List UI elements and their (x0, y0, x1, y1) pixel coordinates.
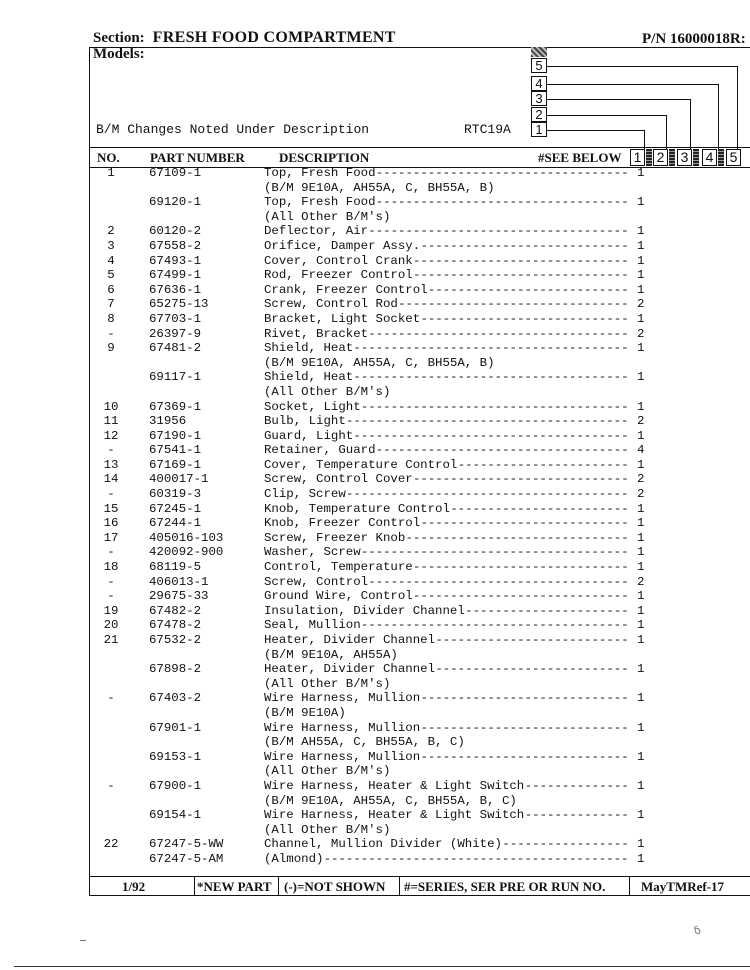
quantity: 4 (637, 443, 645, 458)
quantity: 1 (637, 516, 645, 531)
dot-leader: -------------- (524, 778, 629, 793)
table-row (0, 531, 750, 546)
part-number: 420092-900 (149, 545, 224, 560)
table-row (0, 575, 750, 590)
quantity: 1 (637, 603, 645, 618)
footer-new-part: *NEW PART (197, 879, 272, 894)
part-description: (All Other B/M's) (264, 822, 391, 837)
quantity: 1 (637, 282, 645, 297)
part-description: (B/M 9E10A, AH55A) (264, 647, 398, 662)
scan-mark (80, 940, 86, 941)
quantity: 1 (637, 370, 645, 385)
part-description: Heater, Divider Channel (264, 662, 436, 677)
scan-scribble: ẟ (691, 924, 704, 938)
section-label: Section: (93, 30, 145, 46)
dot-leader: ------------------------------ (405, 530, 629, 545)
dot-leader: ---------------------------------- (375, 166, 629, 180)
part-description: Crank, Freezer Control (264, 282, 428, 297)
table-row (0, 691, 750, 706)
footer-date: 1/92 (122, 879, 146, 894)
leader-line-2 (547, 115, 666, 116)
item-number: - (107, 487, 115, 502)
item-number: - (107, 574, 115, 589)
table-row (0, 808, 750, 823)
table-row (0, 604, 750, 619)
table-row (0, 589, 750, 604)
part-description: Ground Wire, Control (264, 589, 413, 604)
dot-leader: -------------------------- (435, 633, 629, 647)
table-row (0, 181, 750, 196)
part-description: Top, Fresh Food (264, 166, 376, 180)
part-description: (All Other B/M's) (264, 209, 391, 224)
models-label: Models: (93, 46, 145, 62)
dot-leader: ---------------------------- (420, 720, 629, 735)
table-row (0, 210, 750, 225)
table-row (0, 545, 750, 560)
item-number: 4 (107, 253, 115, 268)
part-number: 67169-1 (149, 457, 202, 472)
item-number: 8 (107, 311, 115, 326)
table-row (0, 239, 750, 254)
quantity: 1 (637, 341, 645, 356)
part-number: 26397-9 (149, 326, 202, 341)
table-row (0, 779, 750, 794)
model-name: RTC19A (464, 122, 511, 137)
part-description: Wire Harness, Heater & Light Switch (264, 808, 525, 823)
table-row (0, 356, 750, 371)
dot-leader: ----------------------------- (413, 472, 629, 487)
dot-leader: ----------------- (502, 837, 629, 852)
dot-leader: ----------------------------- (413, 268, 629, 283)
table-row (0, 837, 750, 852)
quantity: 1 (637, 253, 645, 268)
part-number: 67403-2 (149, 691, 202, 706)
table-row (0, 195, 750, 210)
part-description: Wire Harness, Heater & Light Switch (264, 778, 525, 793)
part-description: Screw, Freezer Knob (264, 530, 406, 545)
quantity: 2 (637, 472, 645, 487)
table-row (0, 370, 750, 385)
part-description: Screw, Control (264, 574, 369, 589)
dot-leader: ------------------------ (450, 501, 629, 516)
item-number: 3 (107, 238, 115, 253)
part-description: Knob, Temperature Control (264, 501, 450, 516)
footer-divider (399, 876, 400, 896)
table-row (0, 502, 750, 517)
part-number: 67493-1 (149, 253, 202, 268)
dot-leader: ---------------------------- (420, 749, 629, 764)
part-description: (All Other B/M's) (264, 676, 391, 691)
dot-leader: ----------------------------- (413, 560, 629, 575)
section-header (93, 29, 396, 47)
part-number-header: P/N 16000018R: (642, 31, 746, 47)
part-description: (All Other B/M's) (264, 764, 391, 779)
table-row (0, 823, 750, 838)
dot-leader: ----------------------------------- (368, 326, 629, 341)
dot-leader: -------------------------- (435, 662, 629, 677)
part-description: Washer, Screw (264, 545, 361, 560)
item-number: 6 (107, 282, 115, 297)
table-row (0, 429, 750, 444)
item-number: 16 (103, 516, 119, 531)
col-header-part-number: PART NUMBER (150, 150, 245, 165)
quantity: 1 (637, 224, 645, 239)
dot-leader: -------------------------------------- (345, 487, 629, 502)
part-description: Heater, Divider Channel (264, 633, 436, 647)
part-number: 67636-1 (149, 282, 202, 297)
quantity: 1 (637, 501, 645, 516)
item-number: - (107, 326, 115, 341)
part-number: 67244-1 (149, 516, 202, 531)
part-number: 67369-1 (149, 399, 202, 414)
quantity: 1 (637, 428, 645, 443)
part-number: 67247-5-WW (149, 837, 224, 852)
quantity: 2 (637, 487, 645, 502)
item-number: 5 (107, 268, 115, 283)
table-row (0, 312, 750, 327)
quantity: 1 (637, 166, 645, 180)
leader-line-4 (547, 84, 718, 85)
part-number: 67109-1 (149, 166, 202, 180)
table-row (0, 414, 750, 429)
table-row (0, 268, 750, 283)
part-description: (B/M 9E10A, AH55A, C, BH55A, B) (264, 180, 495, 195)
dot-leader: ---------------------------- (420, 691, 629, 706)
footer-series-legend: #=SERIES, SER PRE OR RUN NO. (404, 879, 606, 894)
item-number: 21 (103, 633, 119, 647)
quantity: 1 (637, 749, 645, 764)
table-row (0, 721, 750, 736)
table-row (0, 487, 750, 502)
quantity: 2 (637, 574, 645, 589)
table-row (0, 706, 750, 721)
part-number: 400017-1 (149, 472, 209, 487)
part-description: Seal, Mullion (264, 618, 361, 633)
quantity: 2 (637, 414, 645, 429)
dot-leader: ------------------------------------ (360, 399, 629, 414)
part-description: Cover, Control Crank (264, 253, 413, 268)
part-number: 67558-2 (149, 238, 202, 253)
table-row (0, 166, 750, 181)
quantity: 1 (637, 195, 645, 210)
footer-not-shown: (-)=NOT SHOWN (284, 879, 386, 894)
dot-leader: ---------------------------- (420, 238, 629, 253)
dot-leader: -------------- (524, 808, 629, 823)
see-box-2: 2 (653, 149, 668, 166)
quantity: 1 (637, 808, 645, 823)
dot-leader: ---------------------------- (420, 311, 629, 326)
leader-line-5 (547, 66, 737, 67)
part-description: Rod, Freezer Control (264, 268, 413, 283)
part-description: Screw, Control Rod (264, 297, 398, 312)
quantity: 1 (637, 589, 645, 604)
table-row (0, 385, 750, 400)
item-number: 15 (103, 501, 119, 516)
dot-leader: ------------------------------------- (353, 341, 629, 356)
leader-line-1 (547, 130, 644, 131)
part-number: 67541-1 (149, 443, 202, 458)
section-title: FRESH FOOD COMPARTMENT (152, 29, 396, 46)
quantity: 1 (637, 545, 645, 560)
item-number: 12 (103, 428, 119, 443)
part-number: 69154-1 (149, 808, 202, 823)
table-row (0, 677, 750, 692)
part-description: Bracket, Light Socket (264, 311, 421, 326)
quantity: 1 (637, 560, 645, 575)
quantity: 1 (637, 691, 645, 706)
part-description: Top, Fresh Food (264, 195, 376, 210)
table-row (0, 633, 750, 648)
quantity: 1 (637, 720, 645, 735)
footer-divider (629, 876, 630, 896)
col-header-see-below: #SEE BELOW (538, 150, 622, 165)
item-number: - (107, 589, 115, 604)
part-description: Control, Temperature (264, 560, 413, 575)
part-number: 60319-3 (149, 487, 202, 502)
see-divider (646, 149, 652, 166)
part-description: Bulb, Light (264, 414, 346, 429)
part-number: 405016-103 (149, 530, 224, 545)
part-number: 60120-2 (149, 224, 202, 239)
part-description: Guard, Light (264, 428, 354, 443)
part-description: (B/M 9E10A) (264, 705, 346, 720)
part-number: 67478-2 (149, 618, 202, 633)
part-number: 29675-33 (149, 589, 209, 604)
scan-smudge (531, 47, 547, 57)
leader-drop-2 (666, 115, 667, 149)
item-number: 22 (103, 837, 119, 852)
dot-leader: ----------------------- (457, 457, 629, 472)
part-description: Retainer, Guard (264, 443, 376, 458)
table-row (0, 400, 750, 415)
part-number: 65275-13 (149, 297, 209, 312)
quantity: 2 (637, 297, 645, 312)
leader-drop-3 (690, 99, 691, 149)
table-row (0, 618, 750, 633)
table-row (0, 341, 750, 356)
leader-line-3 (547, 99, 690, 100)
see-box-1: 1 (630, 149, 645, 166)
part-number: 67499-1 (149, 268, 202, 283)
dot-leader: ----------------------------------- (368, 224, 629, 239)
dot-leader: ----------------------------------------- (323, 851, 629, 866)
part-description: Wire Harness, Mullion (264, 720, 421, 735)
part-number: 69117-1 (149, 370, 202, 385)
part-description: (B/M 9E10A, AH55A, C, BH55A, B) (264, 355, 495, 370)
table-row (0, 516, 750, 531)
table-row (0, 443, 750, 458)
part-number: 31956 (149, 414, 187, 429)
dot-leader: ---------------------------------- (375, 195, 629, 210)
item-number: 11 (103, 414, 119, 429)
model-box-1: 1 (531, 122, 547, 137)
quantity: 1 (637, 851, 645, 866)
table-row (0, 852, 750, 867)
dot-leader: ---------------------- (465, 603, 629, 618)
bm-changes-note: B/M Changes Noted Under Description (96, 122, 370, 137)
part-number: 67901-1 (149, 720, 202, 735)
part-number: 67532-2 (149, 633, 202, 647)
item-number: 20 (103, 618, 119, 633)
see-box-4: 4 (702, 149, 717, 166)
table-row (0, 735, 750, 750)
see-divider (718, 149, 724, 166)
item-number: 1 (107, 166, 115, 180)
dot-leader: ------------------------------------- (353, 428, 629, 443)
table-row (0, 750, 750, 765)
dot-leader: -------------------------------------- (345, 414, 629, 429)
item-number: - (107, 443, 115, 458)
header-rule-top (89, 147, 750, 148)
part-description: (Almond) (264, 851, 324, 866)
col-header-no: NO. (97, 150, 120, 165)
model-box-2: 2 (531, 107, 547, 122)
part-number: 67703-1 (149, 311, 202, 326)
footer-divider (194, 876, 195, 896)
part-number: 67482-2 (149, 603, 202, 618)
part-description: Socket, Light (264, 399, 361, 414)
dot-leader: ------------------------------------ (360, 618, 629, 633)
part-description: Clip, Screw (264, 487, 346, 502)
item-number: 13 (103, 457, 119, 472)
table-row (0, 458, 750, 473)
part-description: Screw, Control Cover (264, 472, 413, 487)
dot-leader: ----------------------------- (413, 589, 629, 604)
see-box-3: 3 (677, 149, 692, 166)
part-description: Knob, Freezer Control (264, 516, 421, 531)
table-row (0, 254, 750, 269)
item-number: - (107, 691, 115, 706)
part-description: Cover, Temperature Control (264, 457, 458, 472)
item-number: 17 (103, 530, 119, 545)
part-number: 69120-1 (149, 195, 202, 210)
part-description: Insulation, Divider Channel (264, 603, 465, 618)
quantity: 1 (637, 238, 645, 253)
item-number: - (107, 778, 115, 793)
part-number: 406013-1 (149, 574, 209, 589)
part-number: 67245-1 (149, 501, 202, 516)
dot-leader: ---------------------------- (420, 516, 629, 531)
leader-drop-4 (718, 84, 719, 149)
model-box-5: 5 (531, 58, 547, 73)
quantity: 1 (637, 399, 645, 414)
dot-leader: ------------------------------- (398, 297, 629, 312)
dot-leader: ------------------------------------ (360, 545, 629, 560)
quantity: 1 (637, 837, 645, 852)
part-number: 68119-5 (149, 560, 202, 575)
item-number: 2 (107, 224, 115, 239)
item-number: 7 (107, 297, 115, 312)
item-number: 14 (103, 472, 119, 487)
quantity: 2 (637, 326, 645, 341)
part-description: Shield, Heat (264, 341, 354, 356)
part-description: Channel, Mullion Divider (White) (264, 837, 502, 852)
item-number: 10 (103, 399, 119, 414)
part-number: 67900-1 (149, 778, 202, 793)
quantity: 1 (637, 530, 645, 545)
table-row (0, 283, 750, 298)
quantity: 1 (637, 268, 645, 283)
part-description: (All Other B/M's) (264, 384, 391, 399)
part-number: 67247-5-AM (149, 851, 224, 866)
part-description: (B/M AH55A, C, BH55A, B, C) (264, 735, 465, 750)
part-number: 69153-1 (149, 749, 202, 764)
footer-divider (278, 876, 279, 896)
dot-leader: ----------------------------- (413, 253, 629, 268)
table-row (0, 472, 750, 487)
part-number: 67481-2 (149, 341, 202, 356)
part-description: (B/M 9E10A, AH55A, C, BH55A, B, C) (264, 793, 517, 808)
table-row (0, 224, 750, 239)
quantity: 1 (637, 633, 645, 647)
table-row (0, 648, 750, 663)
part-description: Deflector, Air (264, 224, 369, 239)
item-number: 9 (107, 341, 115, 356)
footer-ref: MayTMRef-17 (641, 879, 725, 894)
part-description: Orifice, Damper Assy. (264, 238, 421, 253)
table-row (0, 662, 750, 677)
dot-leader: ------------------------------------- (353, 370, 629, 385)
model-box-4: 4 (531, 76, 547, 91)
part-description: Wire Harness, Mullion (264, 749, 421, 764)
col-header-description: DESCRIPTION (279, 150, 370, 165)
parts-list (0, 166, 750, 867)
item-number: - (107, 545, 115, 560)
dot-leader: --------------------------- (427, 282, 629, 297)
quantity: 1 (637, 457, 645, 472)
quantity: 1 (637, 618, 645, 633)
table-row (0, 794, 750, 809)
part-description: Wire Harness, Mullion (264, 691, 421, 706)
leader-drop-5 (737, 66, 738, 149)
dot-leader: ----------------------------------- (368, 574, 629, 589)
table-row (0, 297, 750, 312)
part-description: Shield, Heat (264, 370, 354, 385)
see-divider (693, 149, 699, 166)
item-number: 19 (103, 603, 119, 618)
see-divider (669, 149, 675, 166)
page-bottom-rule (14, 966, 750, 967)
quantity: 1 (637, 311, 645, 326)
see-box-5: 5 (726, 149, 741, 166)
item-number: 18 (103, 560, 119, 575)
part-number: 67190-1 (149, 428, 202, 443)
dot-leader: ---------------------------------- (375, 443, 629, 458)
model-box-3: 3 (531, 91, 547, 106)
part-number: 67898-2 (149, 662, 202, 677)
part-description: Rivet, Bracket (264, 326, 369, 341)
quantity: 1 (637, 778, 645, 793)
table-row (0, 764, 750, 779)
quantity: 1 (637, 662, 645, 677)
table-row (0, 560, 750, 575)
table-row (0, 327, 750, 342)
